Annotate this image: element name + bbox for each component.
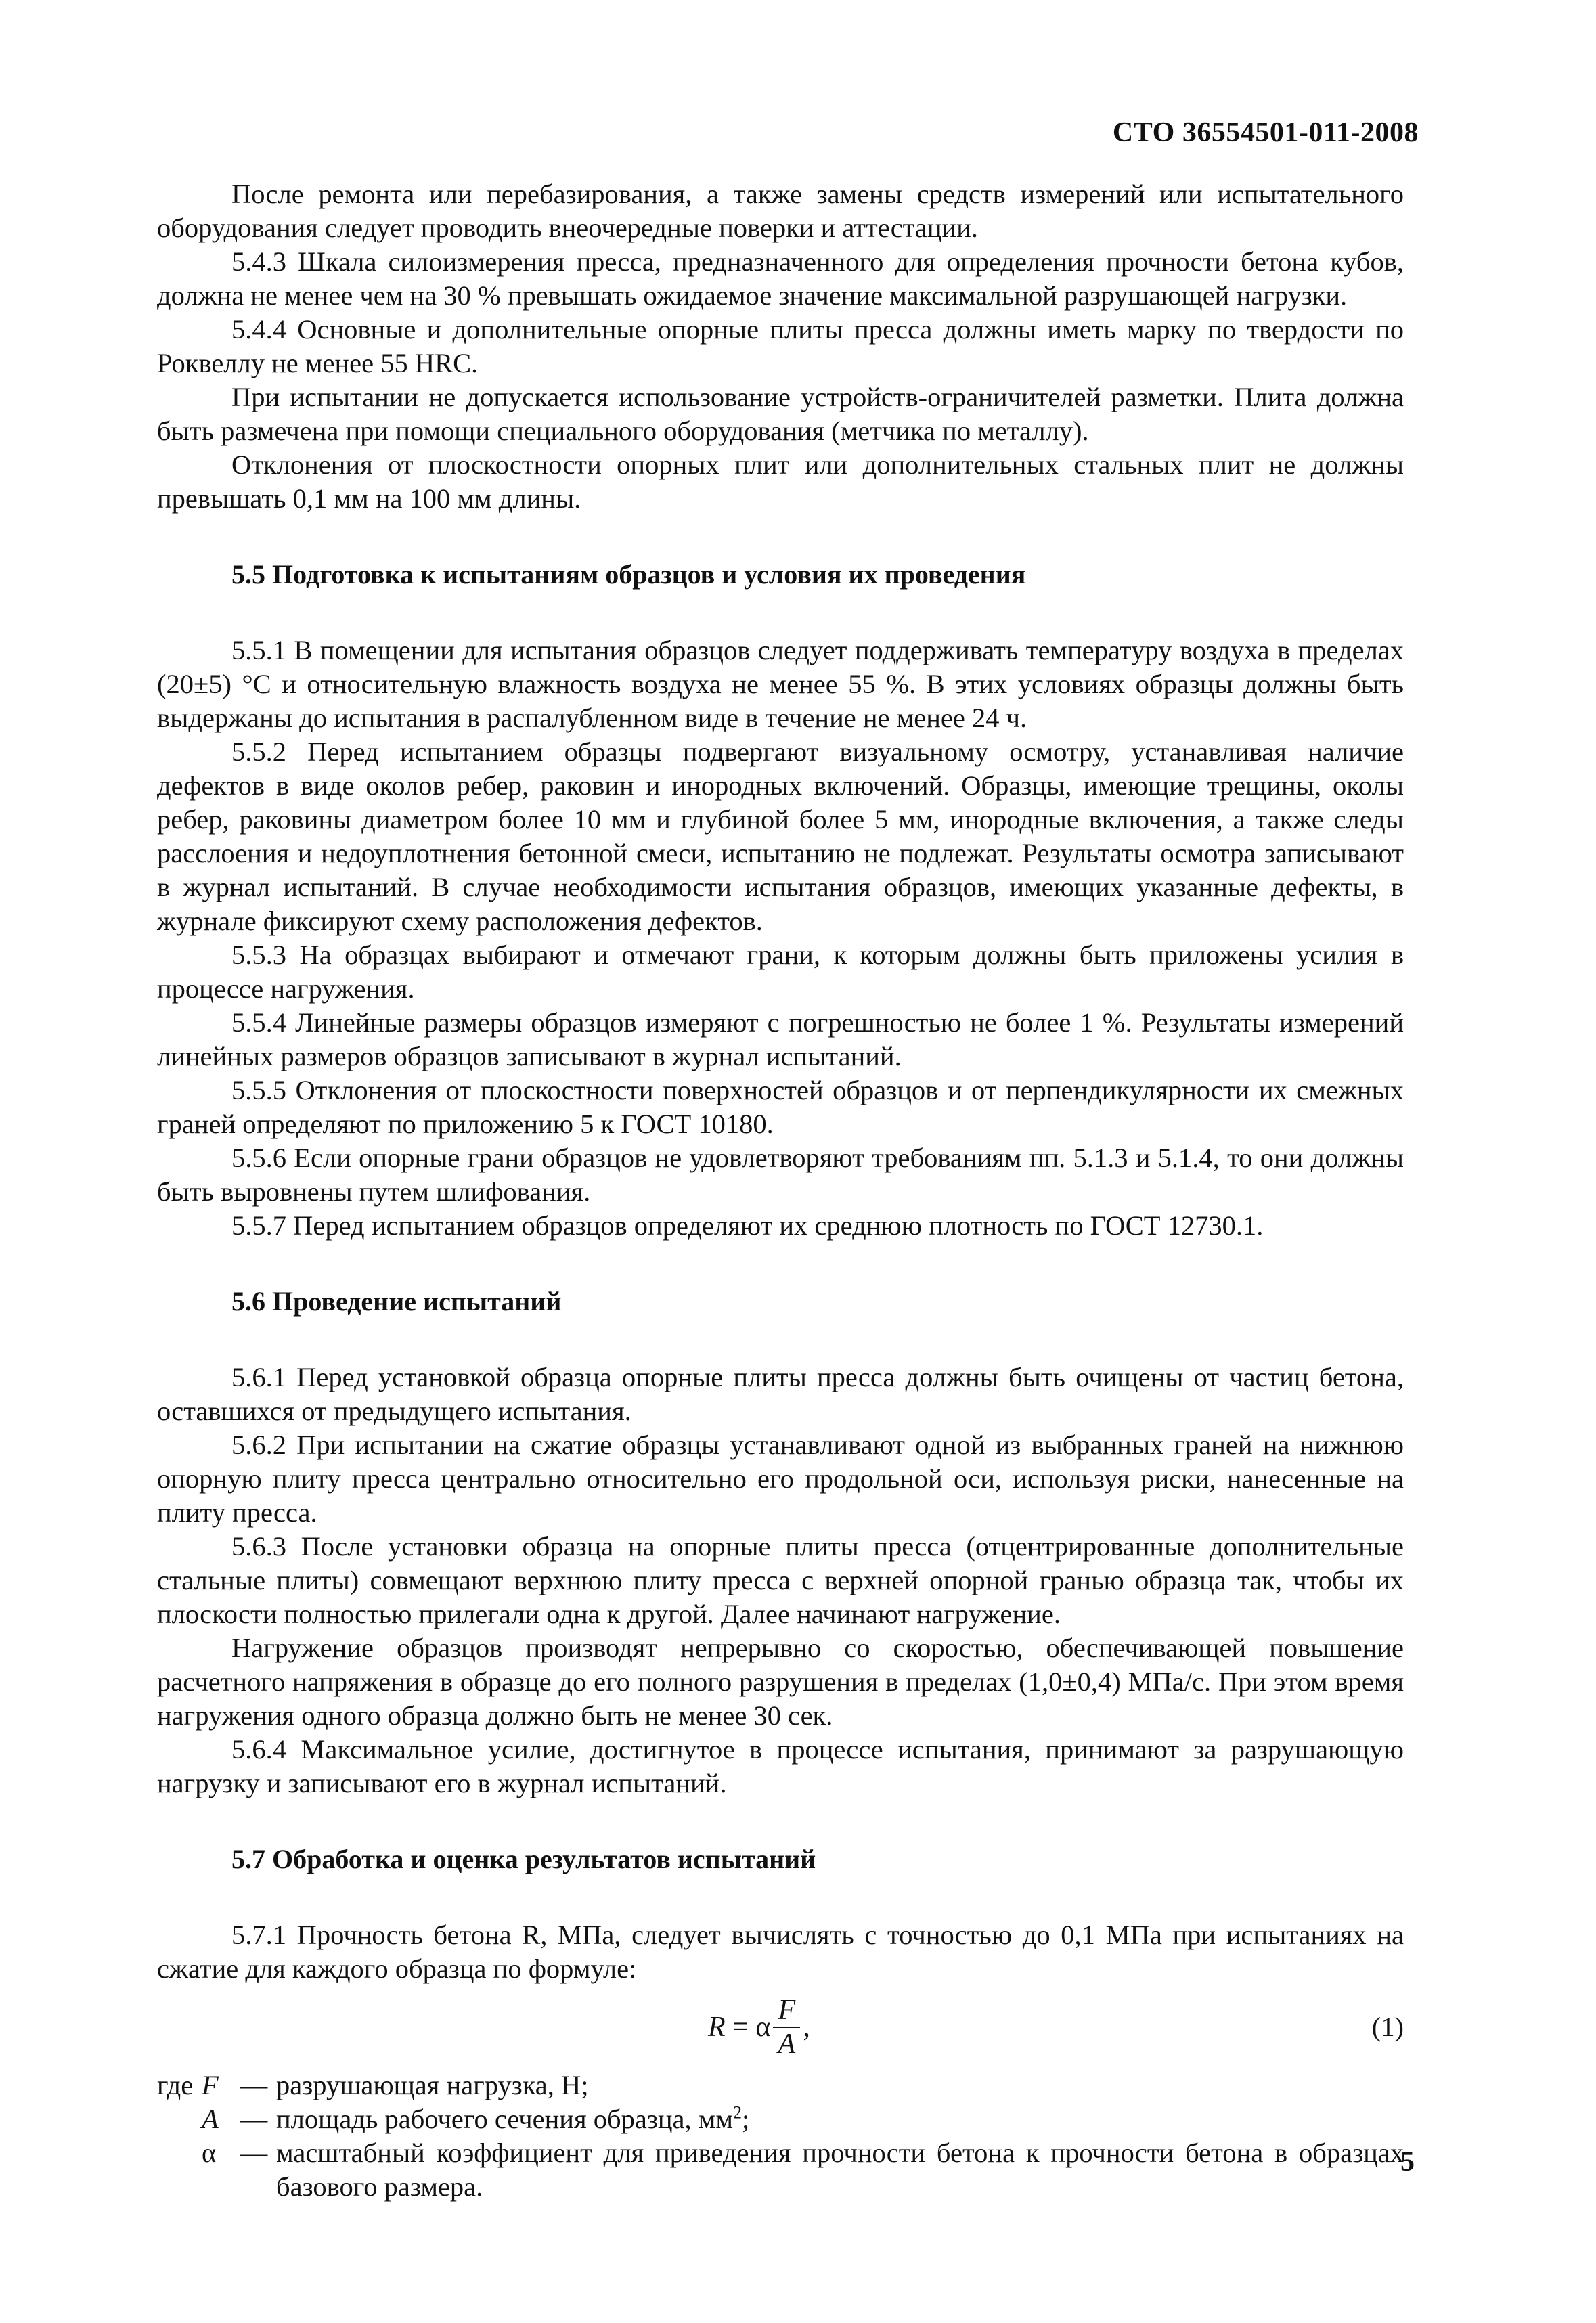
paragraph-reverification: После ремонта или перебазирования, а также замены средств измерений или испытательного оборудования следует проводить внеочередные поверки и аттестации. xyxy=(157,179,1404,243)
paragraph-flatness-deviation: Отклонения от плоскостности опорных плит или дополнительных стальных плит не должны превышать 0,1 мм на 100 мм длины. xyxy=(157,449,1404,514)
definition-symbol-alpha: α xyxy=(202,2138,217,2168)
formula-definitions xyxy=(157,2068,1404,2204)
definition-text-A-main: площадь рабочего сечения образца, мм xyxy=(276,2104,733,2134)
strength-formula xyxy=(708,1994,810,2060)
definition-dash: — xyxy=(240,2070,268,2100)
paragraph-marking-restriction: При испытании не допускается использование устройств-ограничителей разметки. Плита должна быть размечена при помощи специального оборудования (метчика по металлу). xyxy=(157,382,1404,446)
paragraph-5-5-2: 5.5.2 Перед испытанием образцы подвергают визуальному осмотру, устанавливая наличие дефектов в виде околов ребер, раковин и инородных включений. Образцы, имеющие трещины, околы ребер, раковины диаметром более 10 мм и глубиной более 5 мм, инородные включения, а также следы расслоения и недоуплотнения бетонной смеси, испытанию не подлежат. Результаты осмотра записывают в журнал испытаний. В случае необходимости испытания образцов, имеющих указанные дефекты, в журнале фиксируют схему расположения дефектов. xyxy=(157,736,1404,936)
paragraph-5-5-5: 5.5.5 Отклонения от плоскостности поверхностей образцов и от перпендикулярности их смежных граней определяют по приложению 5 к ГОСТ 10180. xyxy=(157,1075,1404,1139)
paragraph-5-6-2: 5.6.2 При испытании на сжатие образцы устанавливают одной из выбранных граней на нижнюю опорную плиту пресса центрально относительно его продольной оси, используя риски, нанесенные на плиту пресса. xyxy=(157,1430,1404,1528)
paragraph-5-5-4: 5.5.4 Линейные размеры образцов измеряют с погрешностью не более 1 %. Результаты измерений линейных размеров образцов записывают в журнал испытаний. xyxy=(157,1007,1404,1071)
paragraph-5-5-3: 5.5.3 На образцах выбирают и отмечают грани, к которым должны быть приложены усилия в процессе нагружения. xyxy=(157,939,1404,1004)
formula-numerator: F xyxy=(778,1995,796,2026)
paragraph-loading-rate: Нагружение образцов производят непрерывно со скоростью, обеспечивающей повышение расчетного напряжения в образце до его полного разрушения в пределах (1,0±0,4) МПа/с. При этом время нагружения одного образца должно быть не менее 30 сек. xyxy=(157,1633,1404,1731)
page-number: 5 xyxy=(1400,2146,1415,2177)
definition-text-alpha: масштабный коэффициент для приведения прочности бетона к прочности бетона в образцах базового размера. xyxy=(276,2138,1404,2202)
section-heading-5-6: 5.6 Проведение испытаний xyxy=(231,1286,562,1317)
paragraph-5-6-1: 5.6.1 Перед установкой образца опорные плиты пресса должны быть очищены от частиц бетона, оставшихся от предыдущего испытания. xyxy=(157,1362,1404,1426)
definition-dash: — xyxy=(240,2104,268,2134)
formula-tail: , xyxy=(803,2012,810,2043)
definition-text-A-after: ; xyxy=(741,2104,750,2134)
paragraph-5-5-1: 5.5.1 В помещении для испытания образцов следует поддерживать температуру воздуха в пределах (20±5) °С и относительную влажность воздуха не менее 55 %. В этих условиях образцы должны быть выдержаны до испытания в распалубленном виде в течение не менее 24 ч. xyxy=(157,635,1404,733)
paragraph-5-5-7: 5.5.7 Перед испытанием образцов определяют их среднюю плотность по ГОСТ 12730.1. xyxy=(231,1210,1264,1241)
formula-row xyxy=(157,1990,1404,2066)
section-heading-5-7: 5.7 Обработка и оценка результатов испытаний xyxy=(231,1844,816,1874)
formula-equals-alpha: = α xyxy=(725,2012,771,2043)
definition-dash: — xyxy=(240,2138,268,2168)
formula-lhs: R xyxy=(708,2012,726,2043)
document-code-header: СТО 36554501-011-2008 xyxy=(1112,117,1419,148)
paragraph-5-4-3: 5.4.3 Шкала силоизмерения пресса, предназначенного для определения прочности бетона кубов, должна не менее чем на 30 % превышать ожидаемое значение максимальной разрушающей нагрузки. xyxy=(157,246,1404,311)
paragraph-5-6-3: 5.6.3 После установки образца на опорные плиты пресса (отцентрированные дополнительные стальные плиты) совмещают верхнюю плиту пресса с верхней опорной гранью образца так, чтобы их плоскости полностью прилегали одна к другой. Далее начинают нагружение. xyxy=(157,1531,1404,1629)
definition-text-A xyxy=(276,2102,1404,2136)
section-heading-5-5: 5.5 Подготовка к испытаниям образцов и условия их проведения xyxy=(231,559,1026,590)
definition-symbol-F: F xyxy=(202,2070,219,2100)
definition-text-F: разрушающая нагрузка, Н; xyxy=(276,2070,589,2100)
formula-number: (1) xyxy=(1371,2012,1404,2042)
document-body xyxy=(157,177,1404,2204)
formula-denominator: A xyxy=(778,2029,796,2060)
definition-symbol-A: A xyxy=(202,2104,219,2134)
paragraph-5-6-4: 5.6.4 Максимальное усилие, достигнутое в процессе испытания, принимают за разрушающую нагрузку и записывают его в журнал испытаний. xyxy=(157,1734,1404,1798)
paragraph-5-5-6: 5.5.6 Если опорные грани образцов не удовлетворяют требованиям пп. 5.1.3 и 5.1.4, то они должны быть выровнены путем шлифования. xyxy=(157,1143,1404,1207)
paragraph-5-7-1: 5.7.1 Прочность бетона R, МПа, следует вычислять с точностью до 0,1 МПа при испытаниях на сжатие для каждого образца по формуле: xyxy=(157,1920,1404,1984)
formula-fraction xyxy=(773,1994,800,2060)
paragraph-5-4-4: 5.4.4 Основные и дополнительные опорные плиты пресса должны иметь марку по твердости по Роквеллу не менее 55 HRC. xyxy=(157,314,1404,378)
where-word: где xyxy=(157,2070,194,2100)
definition-text-A-superscript: 2 xyxy=(732,2102,742,2123)
